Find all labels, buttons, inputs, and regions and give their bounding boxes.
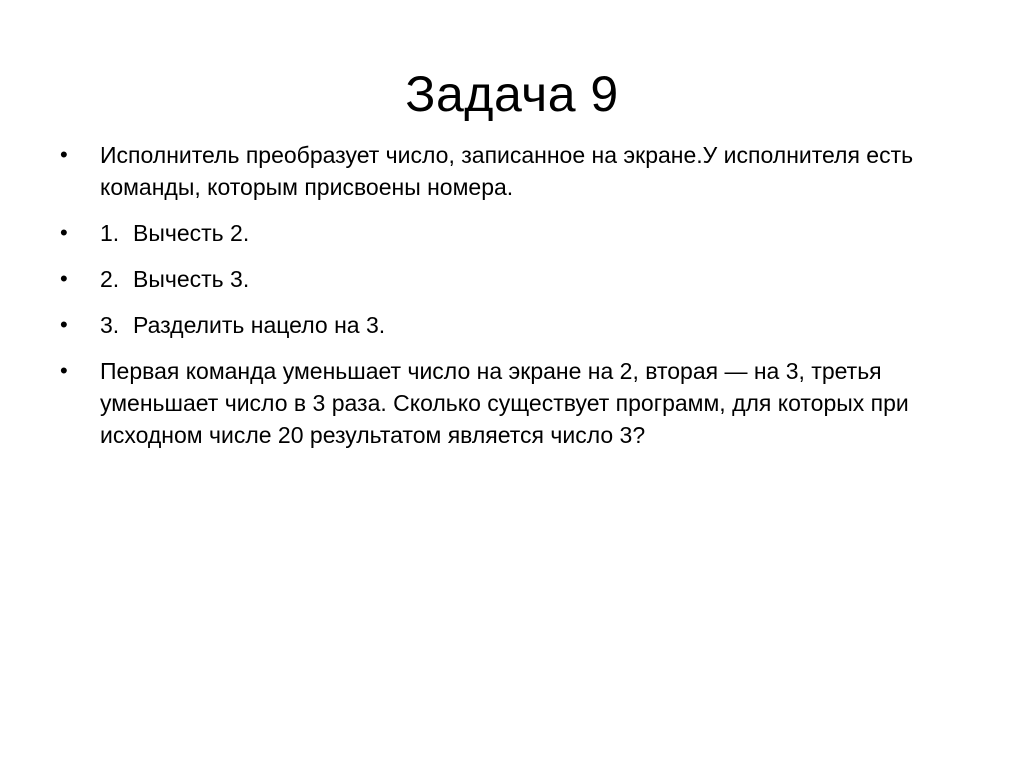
bullet-icon: • (60, 142, 68, 167)
list-item (60, 139, 960, 203)
bullet-icon: • (60, 220, 68, 245)
bullet-icon: • (60, 266, 68, 291)
bullet-text: Разделить нацело на 3. (133, 312, 386, 338)
command-number: 2. (100, 266, 120, 292)
bullet-list (60, 139, 960, 465)
bullet-text: Вычесть 3. (133, 266, 250, 292)
bullet-text: Вычесть 2. (133, 220, 250, 246)
list-item (60, 263, 960, 295)
bullet-icon: • (60, 358, 68, 383)
command-number: 3. (100, 312, 120, 338)
bullet-text: Первая команда уменьшает число на экране на 2, вторая — на 3, третья уменьшает число в 3 раза. Сколько существует программ, для которых при исходном числе 20 результатом является число 3? (100, 358, 909, 448)
command-number: 1. (100, 220, 120, 246)
slide-title: Задача 9 (405, 66, 619, 122)
list-item (60, 217, 960, 249)
bullet-icon: • (60, 312, 68, 337)
bullet-text: Исполнитель преобразует число, записанное на экране.У исполнителя есть команды, которым присвоены номера. (100, 142, 914, 200)
list-item (60, 309, 960, 341)
list-item (60, 355, 960, 451)
